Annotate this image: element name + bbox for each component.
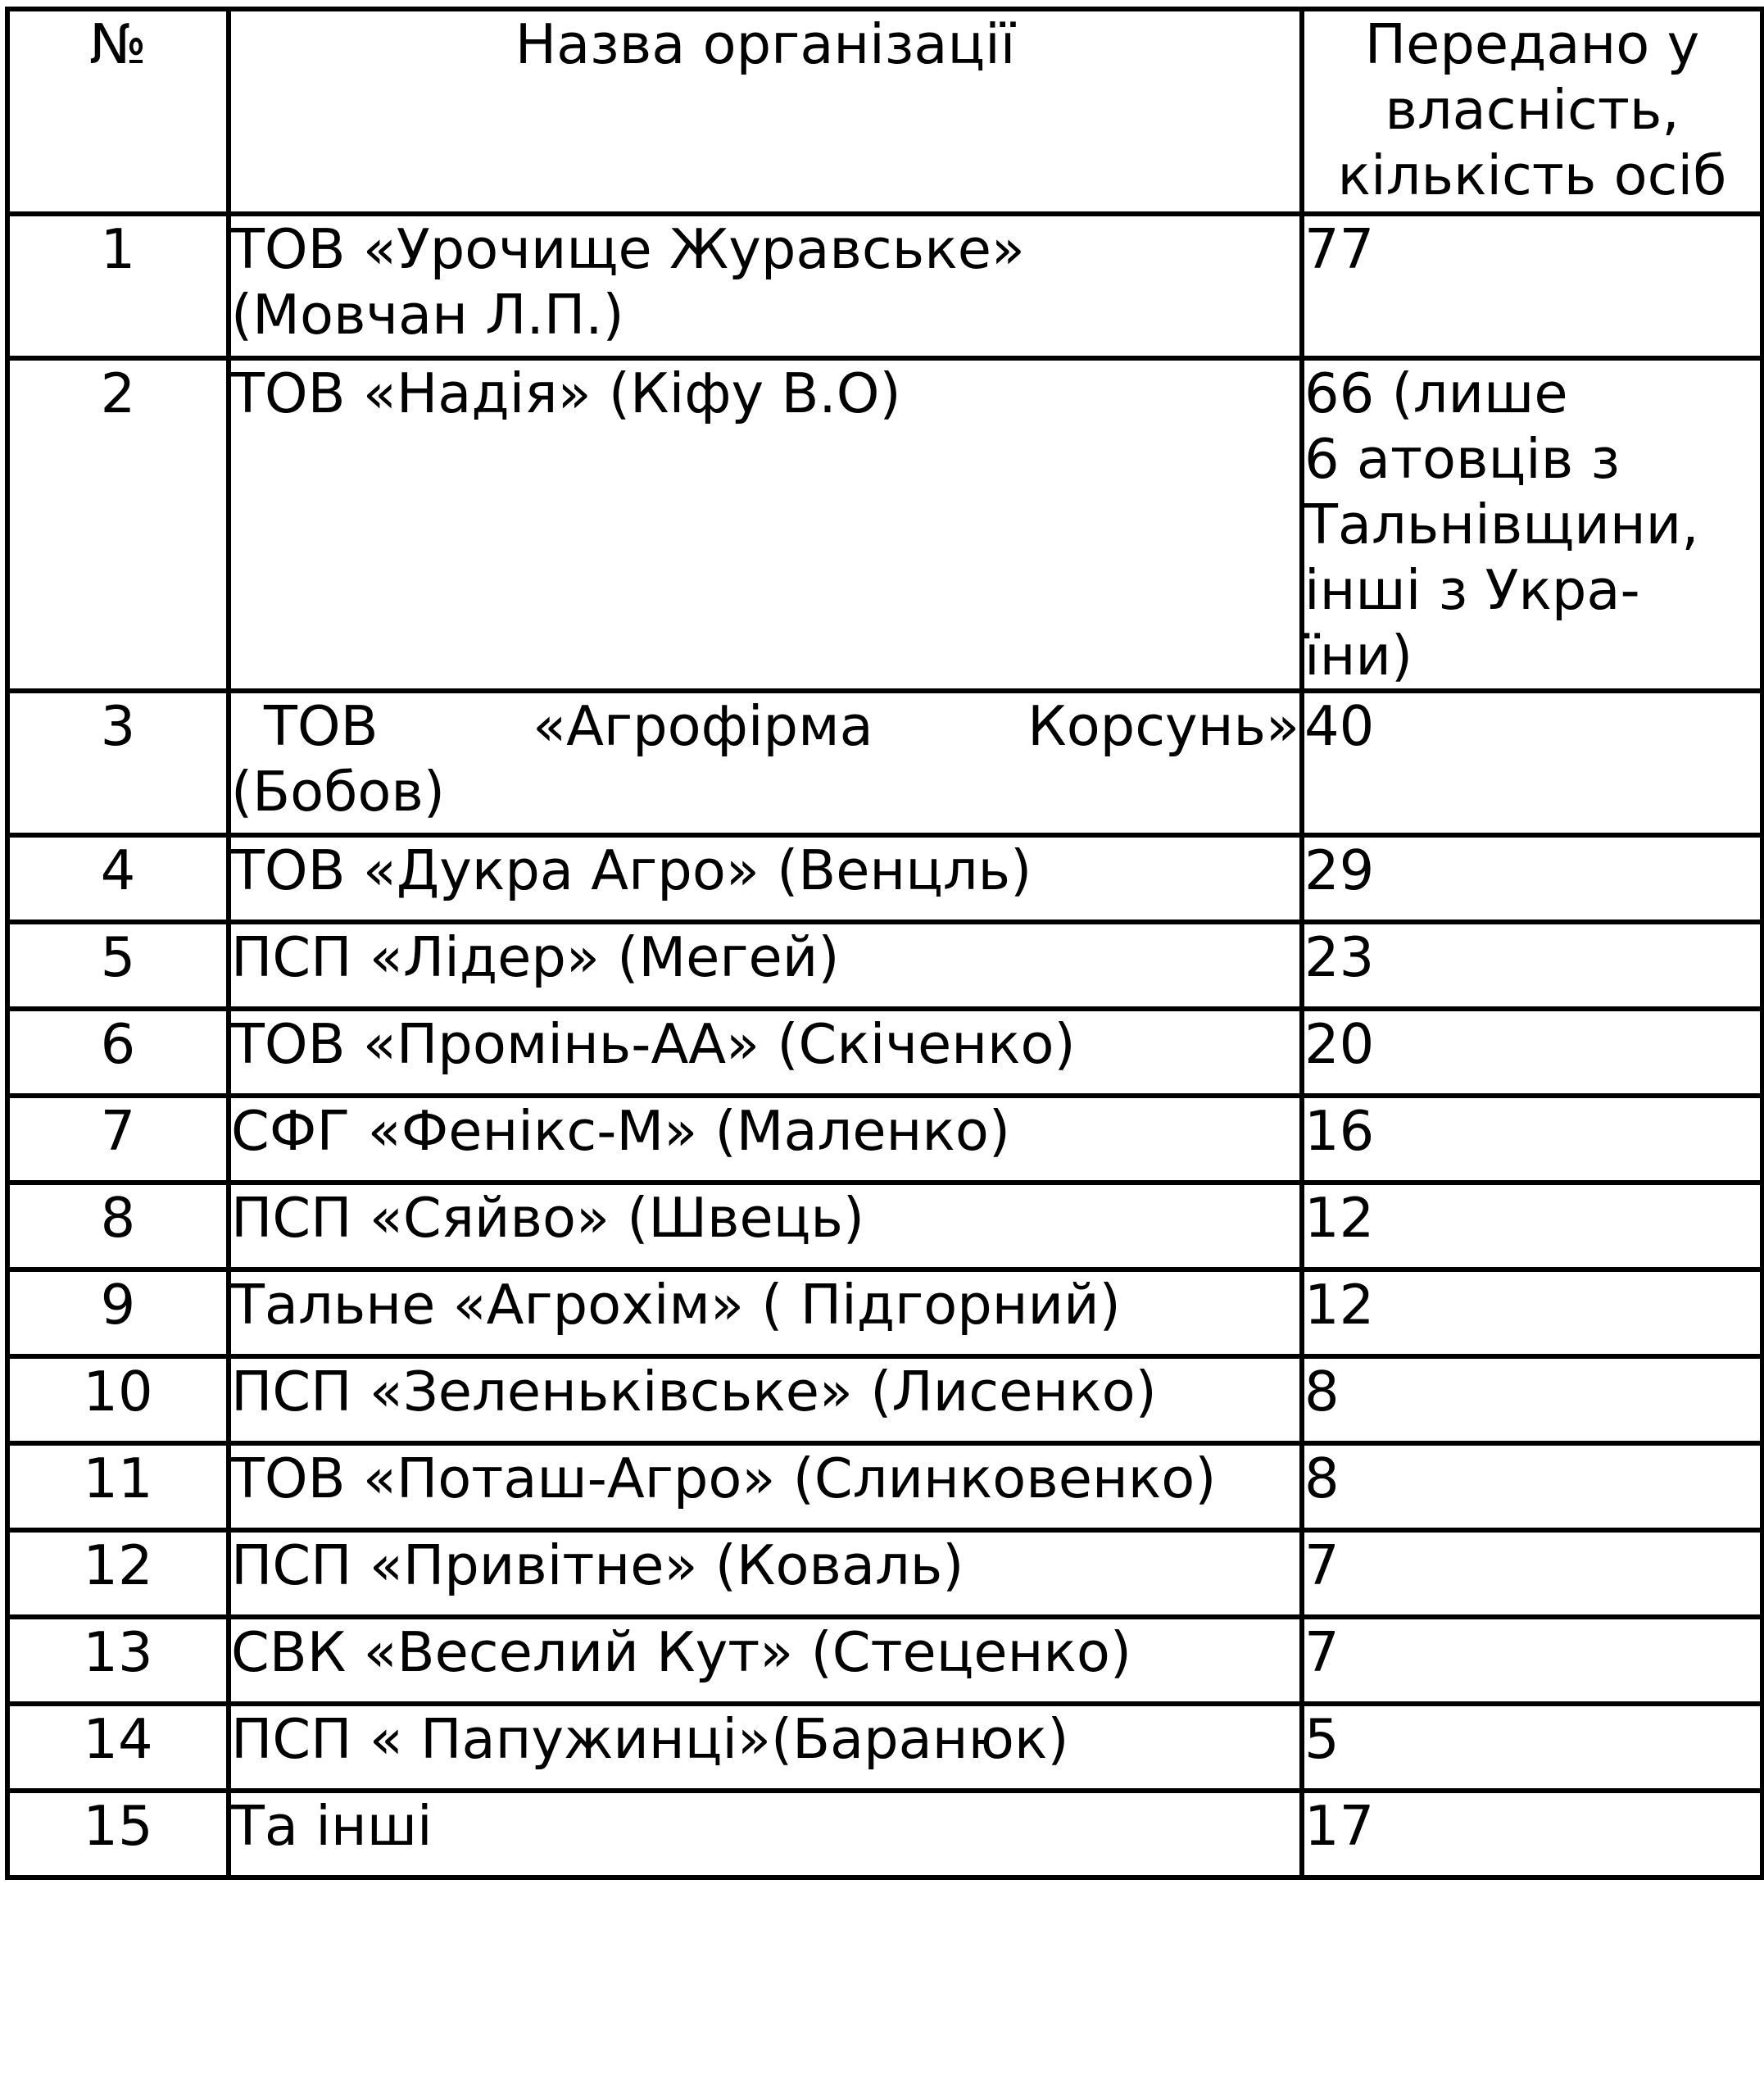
row-number-cell: 6 (7, 1009, 229, 1096)
transferred-count-line: Тальнівщини, (1304, 493, 1699, 556)
row-number-cell: 7 (7, 1096, 229, 1183)
organization-name-cell: ТОВ «Поташ-Агро» (Слинковенко) (229, 1443, 1302, 1530)
organization-name-cell: СФГ «Фенікс-М» (Маленко) (229, 1096, 1302, 1183)
header-number-cell: № (7, 9, 229, 214)
table-row (7, 835, 1762, 922)
header-count-line: власність, (1385, 78, 1680, 142)
table-row (7, 1791, 1762, 1878)
table-row (7, 1356, 1762, 1443)
transferred-count-line: їни) (1304, 624, 1413, 688)
organization-name-cell: ПСП «Лідер» (Мегей) (229, 922, 1302, 1009)
table-row (7, 1617, 1762, 1704)
table-row (7, 922, 1762, 1009)
organizations-table (5, 7, 1764, 1880)
transferred-count-cell: 40 (1302, 691, 1762, 835)
organization-name-line: (Бобов) (231, 760, 446, 824)
table-row (7, 1704, 1762, 1791)
transferred-count-cell: 7 (1302, 1530, 1762, 1617)
table-header-row (7, 9, 1762, 214)
table-row (7, 358, 1762, 691)
row-number-cell: 1 (7, 214, 229, 358)
organization-name-line: (Мовчан Л.П.) (231, 283, 624, 347)
row-number-cell: 4 (7, 835, 229, 922)
organization-name-cell: Тальне «Агрохім» ( Підгорний) (229, 1269, 1302, 1356)
transferred-count-cell: 20 (1302, 1009, 1762, 1096)
table-row (7, 1183, 1762, 1269)
row-number-cell: 2 (7, 358, 229, 691)
transferred-count-cell: 16 (1302, 1096, 1762, 1183)
organization-name-cell: ТОВ «Промінь-АА» (Скіченко) (229, 1009, 1302, 1096)
row-number-cell: 5 (7, 922, 229, 1009)
row-number-cell: 15 (7, 1791, 229, 1878)
table-row (7, 1443, 1762, 1530)
header-transferred-count-cell (1302, 9, 1762, 214)
organization-name-cell: Та інші (229, 1791, 1302, 1878)
row-number-cell: 12 (7, 1530, 229, 1617)
transferred-count-cell: 8 (1302, 1356, 1762, 1443)
transferred-count-cell (1302, 358, 1762, 691)
transferred-count-line: інші з Укра- (1304, 558, 1640, 622)
transferred-count-cell: 5 (1302, 1704, 1762, 1791)
organization-name-line: ТОВ «Урочище Журавське» (231, 217, 1025, 281)
row-number-cell: 10 (7, 1356, 229, 1443)
organization-name-cell (229, 691, 1302, 835)
table-row (7, 1009, 1762, 1096)
row-number-cell: 11 (7, 1443, 229, 1530)
transferred-count-cell: 12 (1302, 1183, 1762, 1269)
transferred-count-line: 66 (лише (1304, 361, 1568, 425)
header-count-line: кількість осіб (1337, 143, 1727, 207)
row-number-cell: 9 (7, 1269, 229, 1356)
organization-name-cell: ПСП «Привітне» (Коваль) (229, 1530, 1302, 1617)
transferred-count-cell: 17 (1302, 1791, 1762, 1878)
table-row (7, 214, 1762, 358)
row-number-cell: 3 (7, 691, 229, 835)
row-number-cell: 14 (7, 1704, 229, 1791)
organization-name-cell: СВК «Веселий Кут» (Стеценко) (229, 1617, 1302, 1704)
organization-name-line: ТОВ «Агрофірма Корсунь» (264, 694, 1299, 758)
organization-name-cell: ТОВ «Надія» (Кіфу В.О) (229, 358, 1302, 691)
organization-name-cell: ПСП «Зеленьківське» (Лисенко) (229, 1356, 1302, 1443)
row-number-cell: 8 (7, 1183, 229, 1269)
transferred-count-cell: 23 (1302, 922, 1762, 1009)
table-row (7, 1096, 1762, 1183)
table-row (7, 691, 1762, 835)
transferred-count-cell: 7 (1302, 1617, 1762, 1704)
transferred-count-cell: 12 (1302, 1269, 1762, 1356)
organization-name-cell: ТОВ «Дукра Агро» (Венцль) (229, 835, 1302, 922)
transferred-count-cell: 8 (1302, 1443, 1762, 1530)
table-row (7, 1530, 1762, 1617)
header-count-line: Передано у (1364, 12, 1700, 76)
organization-name-cell: ПСП « Папужинці»(Баранюк) (229, 1704, 1302, 1791)
organization-name-cell (229, 214, 1302, 358)
organization-name-cell: ПСП «Сяйво» (Швець) (229, 1183, 1302, 1269)
transferred-count-line: 6 атовців з (1304, 427, 1621, 491)
table-row (7, 1269, 1762, 1356)
transferred-count-cell: 77 (1302, 214, 1762, 358)
header-organization-name-cell: Назва організації (229, 9, 1302, 214)
row-number-cell: 13 (7, 1617, 229, 1704)
transferred-count-cell: 29 (1302, 835, 1762, 922)
